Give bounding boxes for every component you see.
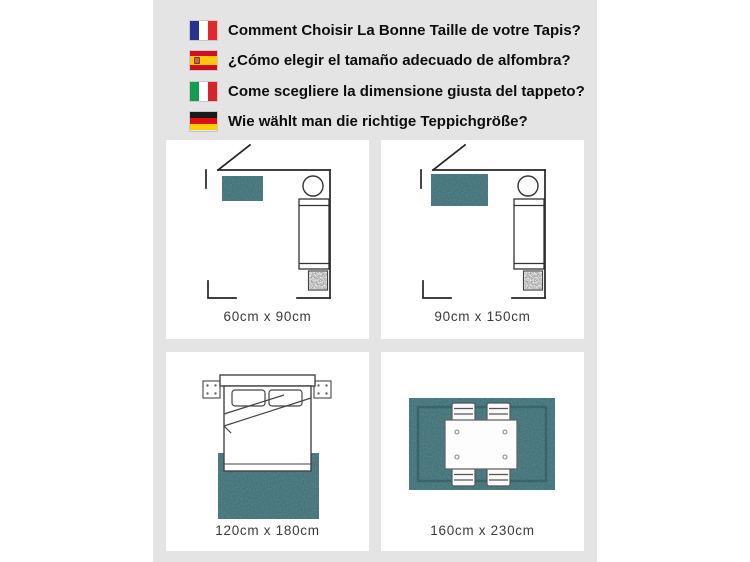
dining-table-icon: [445, 420, 517, 469]
chair-top-right-icon: [487, 403, 510, 421]
header-row-spanish: [190, 50, 571, 70]
header-row-french: [190, 20, 581, 40]
plant-icon: [309, 271, 328, 290]
chair-bottom-left-icon: [452, 468, 475, 486]
header-text-italian: Come scegliere la dimensione giusta del tappeto?: [228, 82, 585, 100]
door-swing-line: [218, 145, 250, 170]
size-label: 60cm x 90cm: [223, 309, 312, 324]
plant-icon: [524, 271, 543, 290]
header-text-german: Wie wählt man die richtige Teppichgröße?: [228, 112, 528, 130]
size-label: 120cm x 180cm: [215, 523, 320, 538]
chair-top-left-icon: [452, 403, 475, 421]
room-floor-plan-medium-rug: [381, 140, 584, 308]
cabinet-icon: [299, 199, 329, 269]
size-guide-card: [153, 0, 597, 562]
bed-icon: [220, 375, 315, 471]
chair-bottom-right-icon: [487, 468, 510, 486]
bed-with-rug: [166, 352, 369, 522]
header-row-german: [190, 111, 528, 131]
header-row-italian: [190, 81, 585, 101]
rug: [431, 174, 488, 206]
size-label: 160cm x 230cm: [430, 523, 535, 538]
italy-flag-icon: [190, 82, 217, 101]
size-label: 90cm x 150cm: [434, 309, 531, 324]
spain-emblem-icon: [194, 57, 200, 64]
nightstand-left-icon: [203, 381, 220, 398]
door-swing-line: [433, 145, 465, 170]
dining-table-on-rug: [381, 352, 584, 522]
header-text-spanish: ¿Cómo elegir el tamaño adecuado de alfombra?: [228, 51, 571, 69]
rug: [222, 176, 263, 201]
nightstand-right-icon: [314, 381, 331, 398]
germany-flag-icon: [190, 112, 217, 131]
panel-rug-90x150: [381, 140, 584, 339]
room-floor-plan-small-rug: [166, 140, 369, 308]
header-text-french: Comment Choisir La Bonne Taille de votre Tapis?: [228, 21, 581, 39]
panel-rug-120x180: [166, 352, 369, 551]
side-table-icon: [518, 176, 538, 196]
france-flag-icon: [190, 21, 217, 40]
cabinet-icon: [514, 199, 544, 269]
pillow-left: [232, 390, 265, 406]
panel-rug-60x90: [166, 140, 369, 339]
spain-flag-icon: [190, 51, 217, 70]
side-table-icon: [303, 176, 323, 196]
headboard: [220, 375, 315, 386]
panel-rug-160x230: [381, 352, 584, 551]
